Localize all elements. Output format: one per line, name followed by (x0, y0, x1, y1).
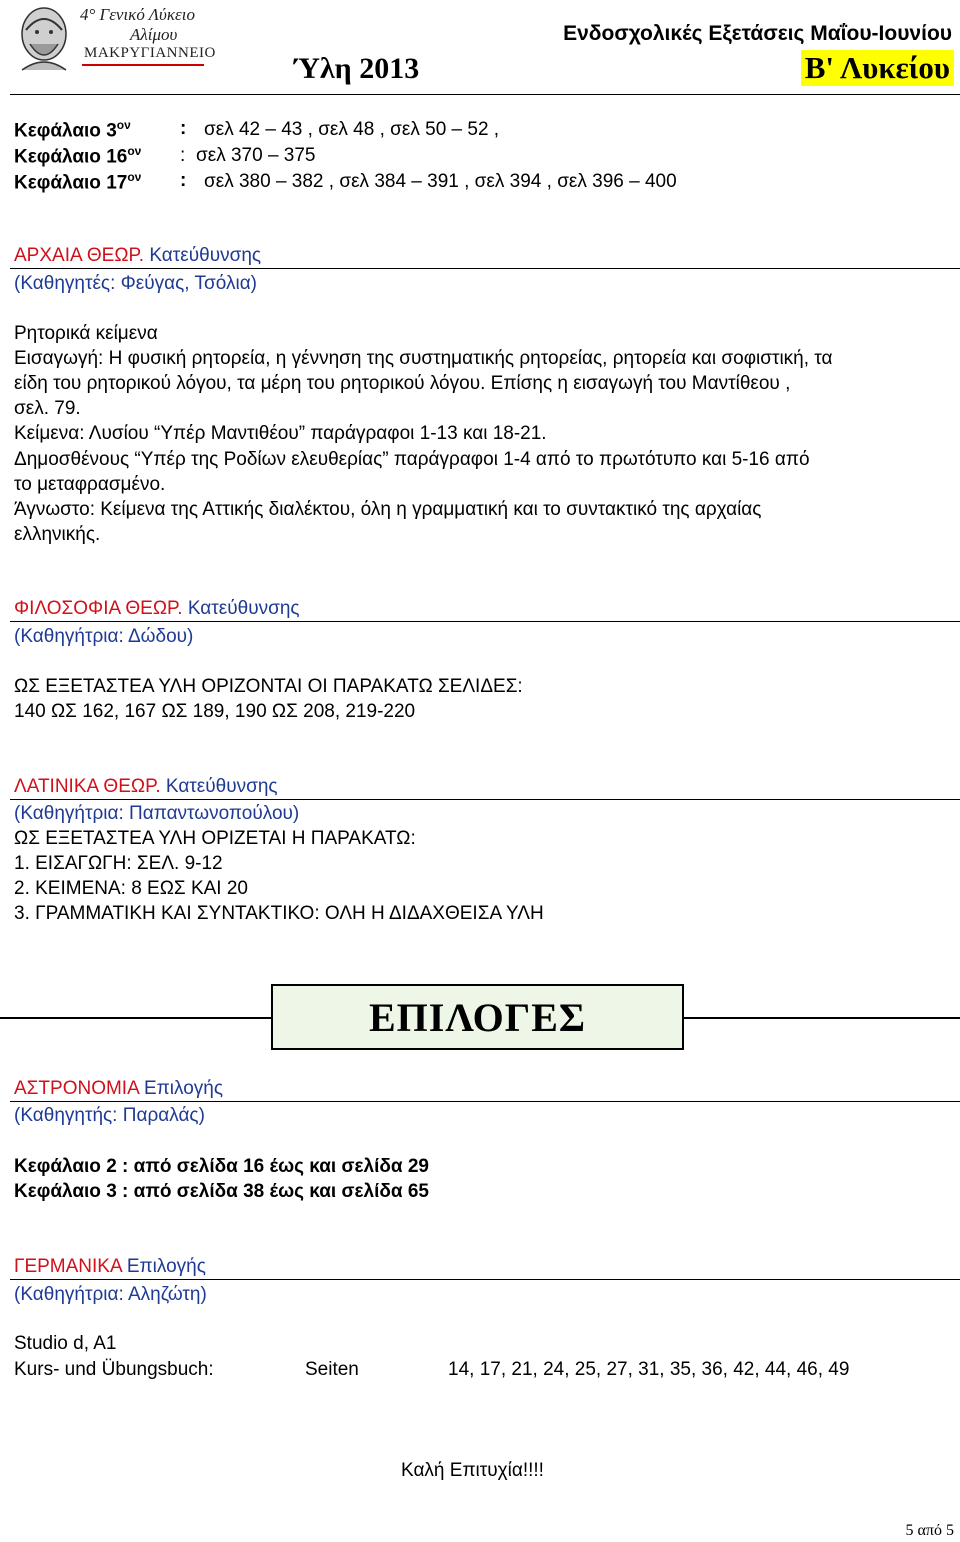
text-line: Studio d, A1 (14, 1333, 117, 1354)
chapter-pages: σελ 42 – 43 , σελ 48 , σελ 50 – 52 , (204, 119, 500, 140)
section-title-latin: ΛΑΤΙΝΙΚΑ ΘΕΩΡ. Κατεύθυνσης (14, 776, 278, 797)
teacher: (Καθηγήτρια: Αληζώτη) (14, 1284, 207, 1305)
text-line: Κεφάλαιο 3 : από σελίδα 38 έως και σελίδα 65 (14, 1181, 429, 1202)
exam-title: Ενδοσχολικές Εξετάσεις Μαΐου-Ιουνίου (563, 22, 952, 45)
section-rule (10, 799, 960, 800)
page-number: 5 από 5 (905, 1522, 954, 1539)
chapter-label: Κεφάλαιο $3^{o\nu}$ (14, 118, 131, 142)
section-rule (10, 1279, 960, 1280)
text-line: σελ. 79. (14, 398, 81, 419)
section-title-german: ΓΕΡΜΑΝΙΚΑ Επιλογής (14, 1256, 206, 1277)
text-line: 3. ΓΡΑΜΜΑΤΙΚΗ ΚΑΙ ΣΥΝΤΑΚΤΙΚΟ: ΟΛΗ Η ΔΙΔΑΧΘΕΙΣΑ ΥΛΗ (14, 903, 544, 924)
closing-text: Καλή Επιτυχία!!!! (401, 1460, 544, 1481)
text-line: είδη του ρητορικού λόγου, τα μέρη του ρητορικού λόγου. Επίσης η εισαγωγή του Μαντίθεου , (14, 373, 791, 394)
chapter-sep: : (180, 170, 187, 191)
section-rule (10, 621, 960, 622)
text-line: ελληνικής. (14, 524, 101, 545)
logo-underline (82, 62, 204, 68)
teacher: (Καθηγήτρια: Δώδου) (14, 626, 194, 647)
socrates-bust-icon (8, 4, 80, 72)
chapter-sep: : (180, 145, 186, 166)
chapter-label: Κεφάλαιο $17^{o\nu}$ (14, 170, 142, 194)
text-line: ΩΣ ΕΞΕΤΑΣΤΕΑ ΥΛΗ ΟΡΙΖΟΝΤΑΙ ΟΙ ΠΑΡΑΚΑΤΩ ΣΕΛΙΔΕΣ: (14, 676, 523, 697)
header-rule (10, 94, 960, 95)
chapter-sep: : (180, 118, 187, 139)
book-label: Kurs- und Übungsbuch: (14, 1359, 214, 1380)
text-line: Εισαγωγή: Η φυσική ρητορεία, η γέννηση της συστηματικής ρητορείας, ρητορεία και σοφιστική, τα (14, 348, 833, 369)
text-line: το μεταφρασμένο. (14, 474, 166, 495)
section-title-ancient: ΑΡΧΑΙΑ ΘΕΩΡ. Κατεύθυνσης (14, 245, 262, 266)
logo-school-name: 4° Γενικό Λύκειο (80, 5, 195, 24)
text-line: ΩΣ ΕΞΕΤΑΣΤΕΑ ΥΛΗ ΟΡΙΖΕΤΑΙ Η ΠΑΡΑΚΑΤΩ: (14, 828, 416, 849)
text-line: Άγνωστο: Κείμενα της Αττικής διαλέκτου, όλη η γραμματική και το συντακτικό της αρχαίας (14, 499, 762, 520)
subtitle: Ρητορικά κείμενα (14, 323, 158, 344)
teacher: (Καθηγητής: Παραλάς) (14, 1105, 205, 1126)
section-rule (10, 268, 960, 269)
text-line: Δημοσθένους “Υπέρ της Ροδίων ελευθερίας” παράγραφοι 1-4 από το πρωτότυπο και 5-16 από (14, 449, 810, 470)
text-line: 2. ΚΕΙΜΕΝΑ: 8 ΕΩΣ ΚΑΙ 20 (14, 878, 248, 899)
teachers: (Καθηγητές: Φεύγας, Τσόλια) (14, 273, 258, 294)
grade-badge: Β' Λυκείου (801, 50, 954, 86)
chapter-pages: σελ 380 – 382 , σελ 384 – 391 , σελ 394 , σελ 396 – 400 (204, 171, 677, 192)
text-line: 140 ΩΣ 162, 167 ΩΣ 189, 190 ΩΣ 208, 219-220 (14, 701, 416, 722)
text-line: Κείμενα: Λυσίου “Υπέρ Μαντιθέου” παράγραφοι 1-13 και 18-21. (14, 423, 547, 444)
chapter-pages: σελ 370 – 375 (196, 145, 316, 166)
section-title-philosophy: ΦΙΛΟΣΟΦΙΑ ΘΕΩΡ. Κατεύθυνσης (14, 598, 300, 619)
logo-school-town: Αλίμου (130, 25, 178, 44)
text-line: 1. ΕΙΣΑΓΩΓΗ: ΣΕΛ. 9-12 (14, 853, 223, 874)
section-title-astronomy: ΑΣΤΡΟΝΟΜΙΑ Επιλογής (14, 1078, 224, 1099)
text-line: Κεφάλαιο 2 : από σελίδα 16 έως και σελίδα 29 (14, 1156, 429, 1177)
section-rule (10, 1101, 960, 1102)
material-title: Ύλη 2013 (294, 52, 420, 85)
pages-list: 14, 17, 21, 24, 25, 27, 31, 35, 36, 42, 44, 46, 49 (448, 1359, 850, 1380)
logo-school-subtitle: ΜΑΚΡΥΓΙΑΝΝΕΙΟ (84, 45, 216, 61)
teacher: (Καθηγήτρια: Παπαντωνοπούλου) (14, 803, 300, 824)
options-banner: ΕΠΙΛΟΓΕΣ (271, 984, 684, 1050)
chapter-label: Κεφάλαιο $16^{o\nu}$ (14, 144, 142, 168)
seiten-label: Seiten (305, 1359, 359, 1380)
